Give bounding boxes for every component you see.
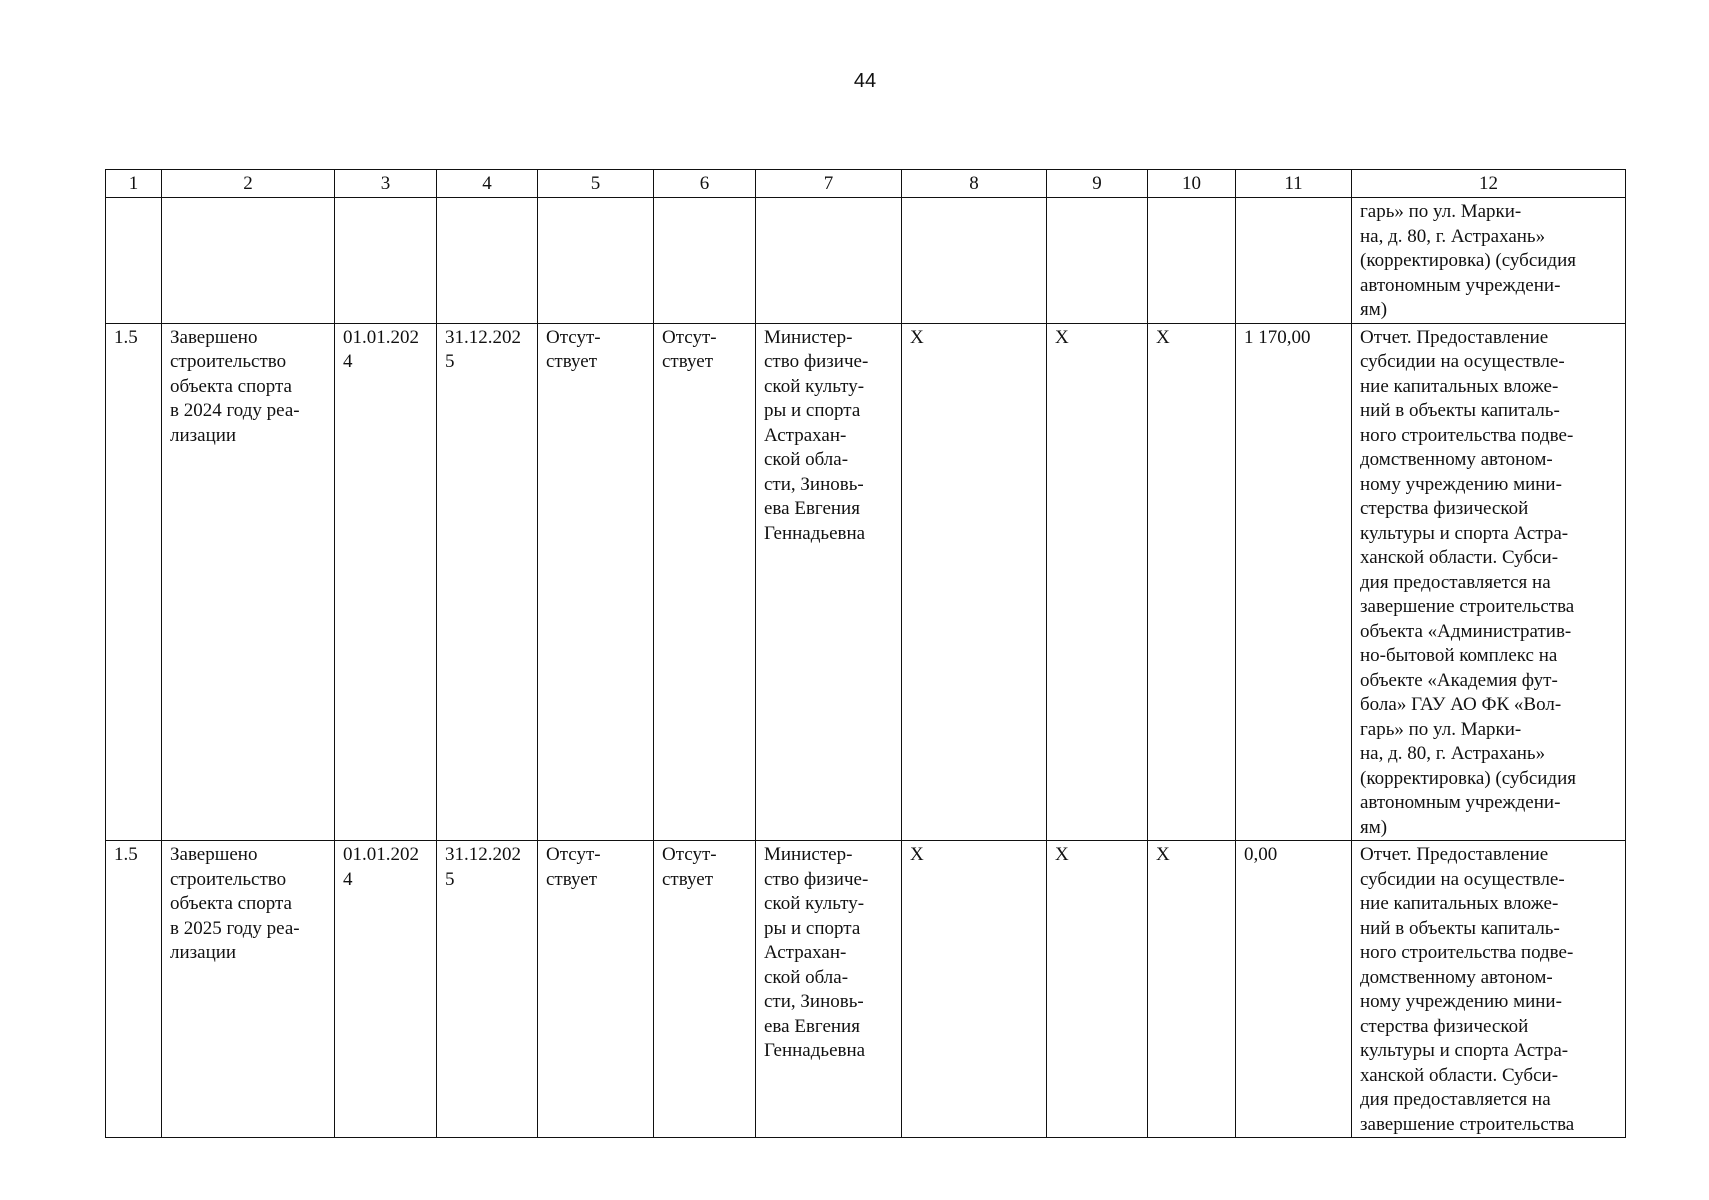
result-description: Отчет. Предоставление субсидии на осуществле- ние капитальных вложе- ний в объекты капиталь- ного строительства подве- домственному автоном- ному учреждению мини- стерства физической культуры и спорта Астра- ханской области. Субси- дия предоставляется на завершение строительства <box>1352 841 1626 1138</box>
row-number: 1.5 <box>106 323 162 841</box>
col9-value: X <box>1047 841 1148 1138</box>
amount-value: 1 170,00 <box>1236 323 1352 841</box>
table-row-continuation <box>106 198 1626 324</box>
table-row <box>106 841 1626 1138</box>
end-date: 31.12.2025 <box>437 841 538 1138</box>
start-date: 01.01.2024 <box>335 323 437 841</box>
column-header: 10 <box>1148 170 1236 198</box>
result-description: гарь» по ул. Марки- на, д. 80, г. Астрахань» (корректировка) (субсидия автономным учреждени- ям) <box>1352 198 1626 324</box>
column-header: 5 <box>538 170 654 198</box>
col8-value: X <box>902 323 1047 841</box>
responsible-executor: Министер- ство физиче- ской культу- ры и спорта Астрахан- ской обла- сти, Зиновь- ева Евгения Геннадьевна <box>756 323 902 841</box>
column-header: 11 <box>1236 170 1352 198</box>
col10-value: X <box>1148 323 1236 841</box>
column-header: 12 <box>1352 170 1626 198</box>
col5-value: Отсут- ствует <box>538 323 654 841</box>
column-header: 9 <box>1047 170 1148 198</box>
result-description: Отчет. Предоставление субсидии на осуществле- ние капитальных вложе- ний в объекты капиталь- ного строительства подве- домственному автоном- ному учреждению мини- стерства физической культуры и спорта Астра- ханской области. Субси- дия предоставляется на завершение строительства объекта «Административ- но-бытовой комплекс на объекте «Академия фут- бола» ГАУ АО ФК «Вол- гарь» по ул. Марки- на, д. 80, г. Астрахань» (корректировка) (субсидия автономным учреждени- ям) <box>1352 323 1626 841</box>
amount-value: 0,00 <box>1236 841 1352 1138</box>
responsible-executor: Министер- ство физиче- ской культу- ры и спорта Астрахан- ской обла- сти, Зиновь- ева Евгения Геннадьевна <box>756 841 902 1138</box>
row-number: 1.5 <box>106 841 162 1138</box>
column-header: 2 <box>162 170 335 198</box>
column-header: 8 <box>902 170 1047 198</box>
result-name: Завершено строительство объекта спорта в 2024 году реа- лизации <box>162 323 335 841</box>
col9-value: X <box>1047 323 1148 841</box>
result-name: Завершено строительство объекта спорта в 2025 году реа- лизации <box>162 841 335 1138</box>
col10-value: X <box>1148 841 1236 1138</box>
column-header: 1 <box>106 170 162 198</box>
start-date: 01.01.2024 <box>335 841 437 1138</box>
table-row <box>106 323 1626 841</box>
column-header: 6 <box>654 170 756 198</box>
col6-value: Отсут- ствует <box>654 323 756 841</box>
column-header: 3 <box>335 170 437 198</box>
table-header-row <box>106 170 1626 198</box>
plan-table <box>105 169 1626 1138</box>
page-number: 44 <box>853 70 877 92</box>
column-header: 7 <box>756 170 902 198</box>
col6-value: Отсут- ствует <box>654 841 756 1138</box>
end-date: 31.12.2025 <box>437 323 538 841</box>
column-header: 4 <box>437 170 538 198</box>
col8-value: X <box>902 841 1047 1138</box>
col5-value: Отсут- ствует <box>538 841 654 1138</box>
